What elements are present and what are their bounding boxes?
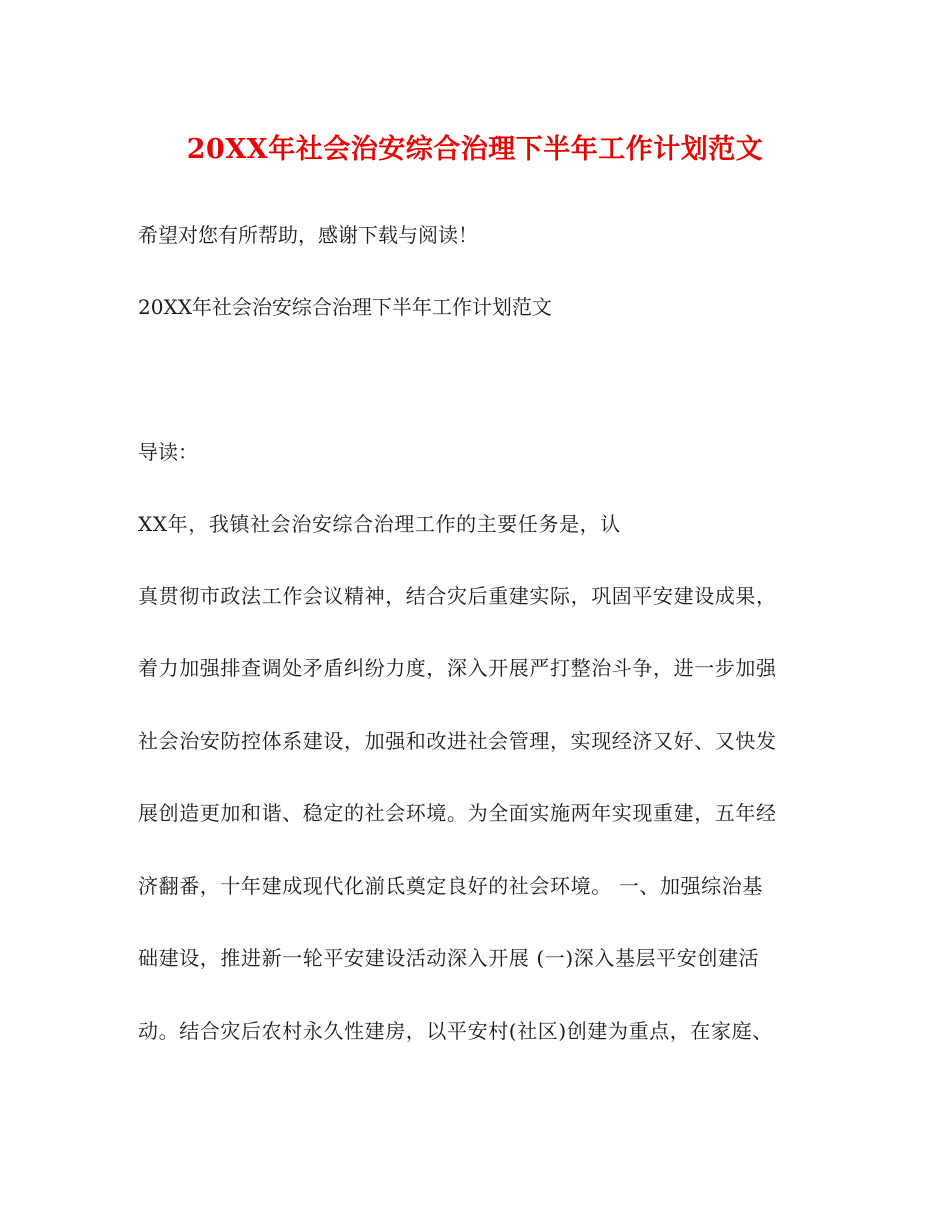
body-line: 济翻番，十年建成现代化湔氐奠定良好的社会环境。 一、加强综治基	[138, 874, 763, 898]
body-line: 展创造更加和谐、稳定的社会环境。为全面实施两年实现重建，五年经	[138, 801, 777, 825]
body-line: 础建设，推进新一轮平安建设活动深入开展 (一)深入基层平安创建活	[138, 946, 760, 970]
body-line: 社会治安防控体系建设，加强和改进社会管理，实现经济又好、又快发	[138, 729, 777, 753]
greeting-text: 希望对您有所帮助，感谢下载与阅读！	[138, 223, 478, 247]
body-line: 着力加强排查调处矛盾纠纷力度，深入开展严打整治斗争，进一步加强	[138, 656, 777, 680]
lead-label: 导读：	[138, 440, 198, 464]
body-line: 动。结合灾后农村永久性建房，以平安村(社区)创建为重点，在家庭、	[138, 1019, 773, 1043]
subtitle-text: 20XX年社会治安综合治理下半年工作计划范文	[138, 295, 552, 319]
body-line: 真贯彻市政法工作会议精神，结合灾后重建实际，巩固平安建设成果，	[138, 584, 777, 608]
body-line: XX年，我镇社会治安综合治理工作的主要任务是，认	[138, 512, 621, 536]
document-title: 20XX年社会治安综合治理下半年工作计划范文	[186, 134, 764, 165]
